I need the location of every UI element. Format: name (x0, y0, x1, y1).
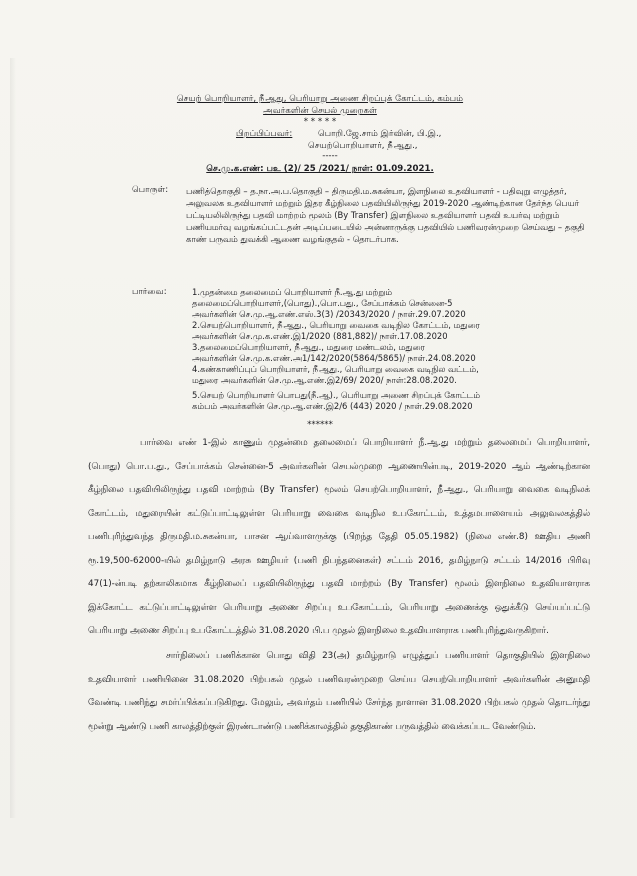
scan-edge-shadow (10, 58, 16, 818)
body-paragraph-1: பார்வை எண் 1-இல் காணும் முதன்மை தலைமைப் பொறியாளர் நீ.ஆ.து மற்றும் தலைமைப் பொறியாளர்,(பொது) பொ.ப.து., சேப்பாக்கம் சென்னை-5 அவர்களின் செயல்முறை ஆணையின்படி, 2019-2020 ஆம் ஆண்டிற்கான கீழ்நிலை பதவியிலிருந்து பதவி மாற்றம் (By Transfer) மூலம் செயற்பொறியாளர், நீ்ஆது., பெரியாறு வைகை வடிநிலக் கோட்டம், மதுரையின் கட்டுப்பாட்டிலுள்ள பெரியாறு வைகை வடிநில உபகோட்டம், உத்தமபாளையம் அலுவலகத்தில் பணிபுரிந்துவந்த திருமதி.ம.சுகன்யா, பாசன ஆய்வாளருக்கு (பிறந்த தேதி 05.05.1982) (நிலை எண்.8) ஊதிய அணி ரூ.19,500-62000-யில் தமிழ்நாடு அரசு ஊழியர் (பணி நிபந்தனைகள்) சட்டம் 2016, தமிழ்நாடு சட்டம் 14/2016 பிரிவு 47(1)-ன்படி தற்காலிகமாக கீழ்நிலைப் பதவியிலிருந்து பதவி மாற்றம் (By Transfer) மூலம் இளநிலை உதவியாளராக இக்கோட்ட கட்டுப்பாட்டிலுள்ள பெரியாறு அணை சிறப்பு உபகோட்டம், பெரியாறு அணைக்கு ஒதுக்கீடு செய்யப்பட்டு பெரியாறு அணை சிறப்பு உபகோட்டத்தில் 31.08.2020 பி.ப முதல் இளநிலை உதவியாளராக பணிபுரிந்துவருகிறார். (88, 438, 590, 636)
header-dashes: ----- (322, 151, 338, 161)
reference-line: 5.செயற் பொறியாளர் பொபது(நீ.ஆ)., பெரியாறு அணை சிறப்புக் கோட்டம் (192, 390, 480, 400)
reference-line: 2.செயற்பொறியாளர், நீ்ஆது., பெரியாறு வைகை வடிநில கோட்டம், மதுரை (192, 320, 480, 330)
title-stars: * * * * * (303, 117, 337, 127)
reference-line: கம்பம் அவர்களின் செ.மு.ஆ.எண்.இ2/6 (443) 2020 / நாள்.29.08.2020 (192, 401, 473, 411)
reference-line: 3.தலைமைப்பொறியாளர், நீ்ஆது., மதுரை மண்டலம், மதுரை (192, 342, 425, 352)
reference-line: அவர்களின் செ.மு.க.எண்.இ1/2020 (881,882)/ நாள்.17.08.2020 (192, 331, 448, 341)
reference-line: அவர்களின் செ.மு.ஆ.எண்.எஸ்.3(3) /20343/2020 / நாள்.29.07.2020 (192, 309, 466, 319)
reference-line: அவர்களின் செ.மு.க.எண்.அ1/142/2020(5864/5865)/ நாள்.24.08.2020 (192, 353, 476, 363)
reference-line: மதுரை அவர்களின் செ.மு.ஆ.எண்.இ2/69/ 2020/ நாள்:28.08.2020. (192, 375, 457, 385)
document-title-line1: செயற் பொறியாளர், நீ்ஆது, பெரியாறு அணை சிறப்புக் கோட்டம், கம்பம் (176, 94, 464, 104)
reference-line: தலைமைப்பொறியாளர்,(பொது).,பொ.பது., சேப்பாக்கம் சென்னை-5 (192, 298, 453, 308)
issuer-role: செயற்பொறியாளர், நீ்ஆது., (308, 141, 418, 151)
reference-line: 4.கண்காணிப்புப் பொறியாளர், நீ்ஆது., பெரியாறு வைகை வடிநில வட்டம், (192, 364, 479, 374)
reference-line: 1.முதன்மை தலைமைப் பொறியாளர் நீ.ஆ.து மற்றும் (192, 287, 392, 297)
subject-text: பணித்தொகுதி – த.நா.அ.ப.தொகுதி – திருமதி.ம.சுகன்யா, இளநிலை உதவியாளர் - பதிவுறு எழுத்தர், அலுவலக உதவியாளர் மற்றும் இதர கீழ்நிலை பதவியிலிருந்து 2019-2020 ஆண்டிற்கான தேர்ந்த பெயர் பட்டியலிலிருந்து பதவி மாற்றம் மூலம் (By Transfer) இளநிலை உதவியாளர் பதவி உயர்வு மற்றும் பணியமர்வு வழங்கப்பட்டதன் அடிப்படையில் அன்னாருக்கு பதவியில் பணிவரன்முறை செய்வது – தகுதி காண் பருவம் துவக்கி ஆணை வழங்குதல் - தொடர்பாக. (186, 186, 585, 244)
body-paragraph-2: சார்நிலைப் பணிக்கான பொது விதி 23(அ) தமிழ்நாடு எழுத்துப் பணியாளர் தொகுதியில் இளநிலை உதவியாளர் பணியினை 31.08.2020 பிற்பகல் முதல் பணிவரன்முறை செய்ய செயற்பொறியாளர் அவர்களின் அனுமதி வேண்டி பணிந்து சமர்ப்பிக்கப்படுகிறது. மேலும், அவர்தம் பணியில் சேர்ந்த நாளான 31.08.2020 பிற்பகல் முதல் தொடர்ந்து மூன்று ஆண்டு பணி காலத்திற்குள் இரண்டாண்டு பணிக்காலத்தில் தகுதிகாண் பருவத்தில் வைக்கப்பட வேண்டும். (88, 651, 590, 732)
document-title-line2: அவர்களின் செயல் முறைகள் (263, 106, 377, 116)
subject-label: பொருள்: (132, 185, 169, 195)
section-separator: ****** (307, 420, 333, 430)
issuer-label: பிறப்பிப்பவர்: (236, 129, 293, 139)
references-label: பார்வை: (132, 287, 167, 297)
issuer-name: பொறி.ஜே.சாம் இர்வின், பி.இ., (318, 129, 442, 139)
reference-number: செ.மு.க.எண்: பஉ (2)/ 25 /2021/ நாள்: 01.09.2021. (206, 164, 434, 174)
